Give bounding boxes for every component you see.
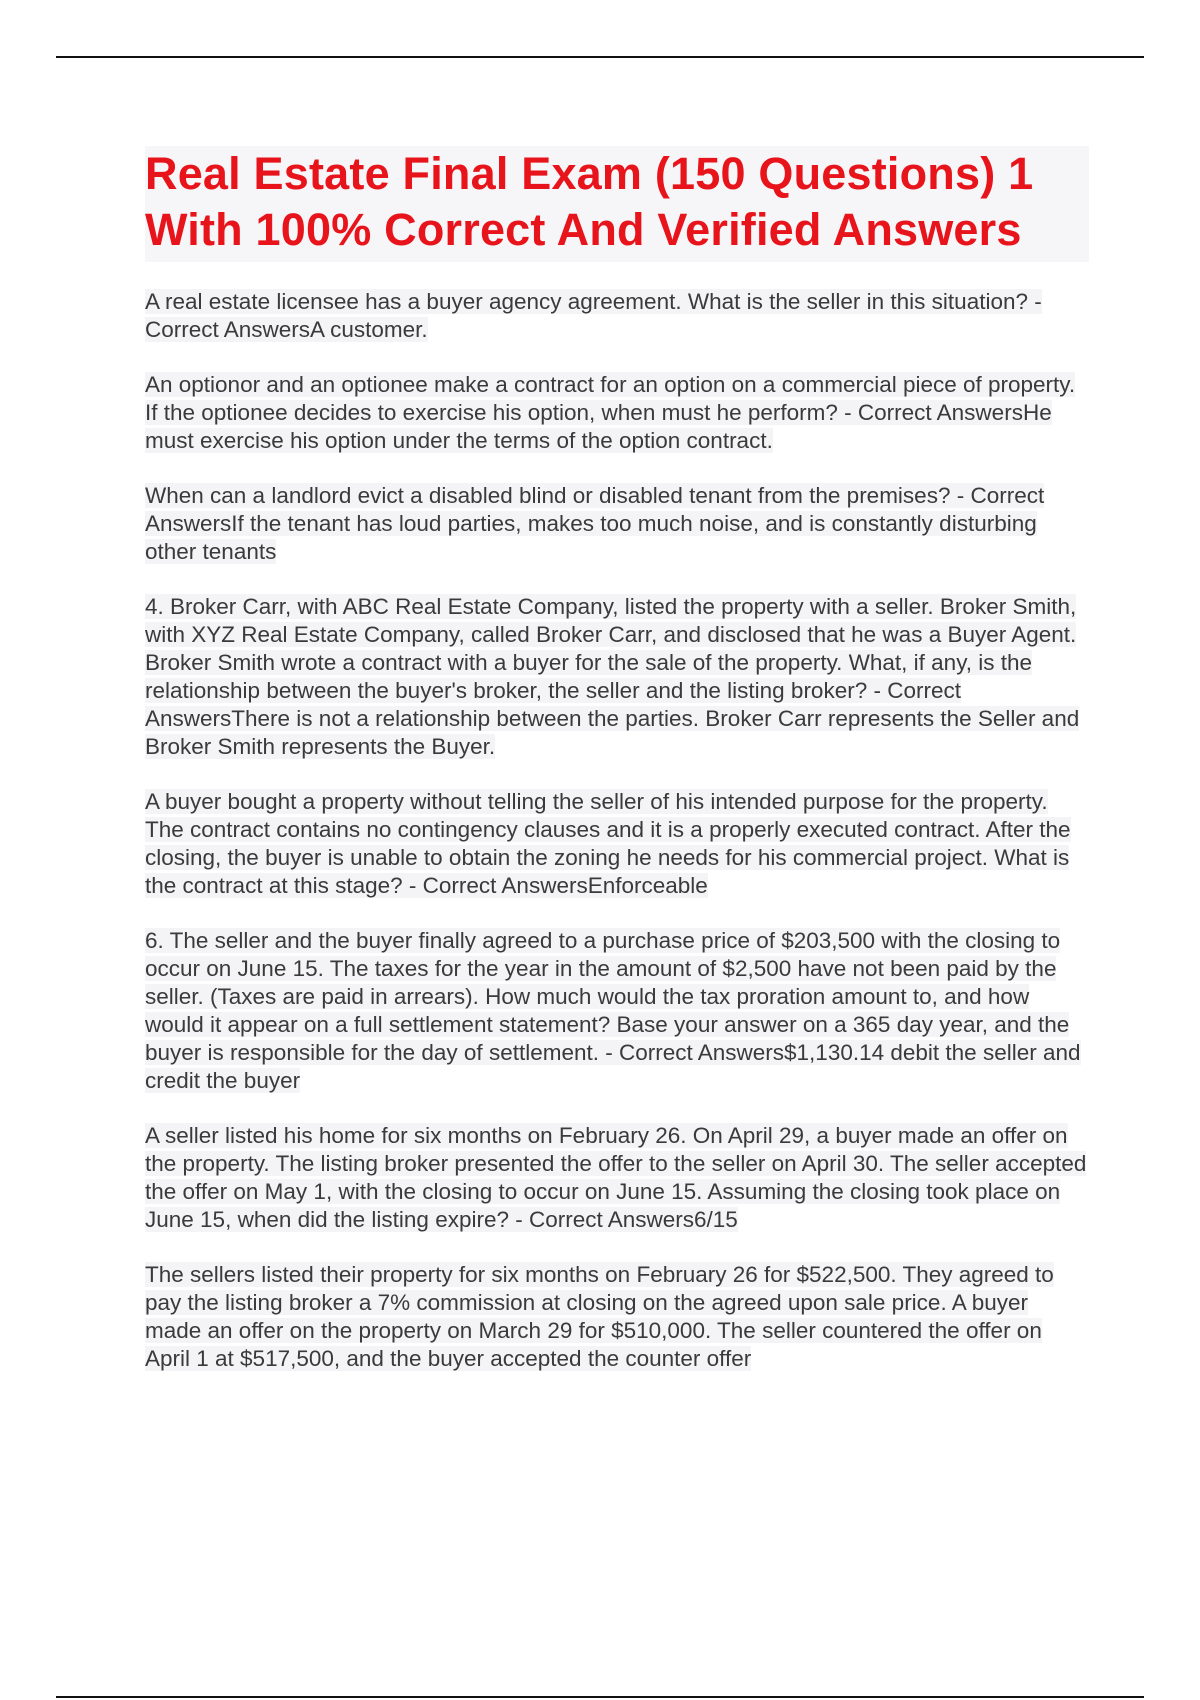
document-body [145, 146, 1089, 1400]
qa-item [145, 788, 1089, 900]
qa-text: 6. The seller and the buyer finally agreed to a purchase price of $203,500 with the closing to occur on June 15. The taxes for the year in the amount of $2,500 have not been paid by the seller. (Taxes are paid in arrears). How much would the tax proration amount to, and how would it appear on a full settlement statement? Base your answer on a 365 day year, and the buyer is responsible for the day of settlement. - Correct Answers$1,130.14 debit the seller and credit the buyer [145, 928, 1081, 1093]
qa-list [145, 288, 1089, 1373]
top-rule [56, 56, 1144, 58]
qa-text: A buyer bought a property without telling the seller of his intended purpose for the property. The contract contains no contingency clauses and it is a properly executed contract. After the closing, the buyer is unable to obtain the zoning he needs for his commercial project. What is the contract at this stage? - Correct AnswersEnforceable [145, 789, 1071, 898]
qa-text: The sellers listed their property for six months on February 26 for $522,500. They agreed to pay the listing broker a 7% commission at closing on the agreed upon sale price. A buyer made an offer on the property on March 29 for $510,000. The seller countered the offer on April 1 at $517,500, and the buyer accepted the counter offer [145, 1262, 1054, 1371]
qa-text: When can a landlord evict a disabled blind or disabled tenant from the premises? - Correct AnswersIf the tenant has loud parties, makes too much noise, and is constantly disturbing other tenants [145, 483, 1045, 564]
title-block [145, 146, 1089, 262]
qa-item [145, 1122, 1089, 1234]
qa-text: A real estate licensee has a buyer agency agreement. What is the seller in this situation? - Correct AnswersA customer. [145, 289, 1042, 342]
qa-item [145, 1261, 1089, 1373]
qa-item [145, 593, 1089, 761]
qa-text: A seller listed his home for six months on February 26. On April 29, a buyer made an offer on the property. The listing broker presented the offer to the seller on April 30. The seller accepted the offer on May 1, with the closing to occur on June 15. Assuming the closing took place on June 15, when did the listing expire? - Correct Answers6/15 [145, 1123, 1087, 1232]
qa-item [145, 288, 1089, 344]
bottom-rule [56, 1696, 1144, 1698]
qa-item [145, 927, 1089, 1095]
qa-item [145, 482, 1089, 566]
document-title: Real Estate Final Exam (150 Questions) 1 With 100% Correct And Verified Answers [145, 148, 1034, 255]
qa-item [145, 371, 1089, 455]
qa-text: An optionor and an optionee make a contract for an option on a commercial piece of property. If the optionee decides to exercise his option, when must he perform? - Correct AnswersHe must exercise his option under the terms of the option contract. [145, 372, 1076, 453]
qa-text: 4. Broker Carr, with ABC Real Estate Company, listed the property with a seller. Broker Smith, with XYZ Real Estate Company, called Broker Carr, and disclosed that he was a Buyer Agent. Broker Smith wrote a contract with a buyer for the sale of the property. What, if any, is the relationship between the buyer's broker, the seller and the listing broker? - Correct AnswersThere is not a relationship between the parties. Broker Carr represents the Seller and Broker Smith represents the Buyer. [145, 594, 1080, 759]
